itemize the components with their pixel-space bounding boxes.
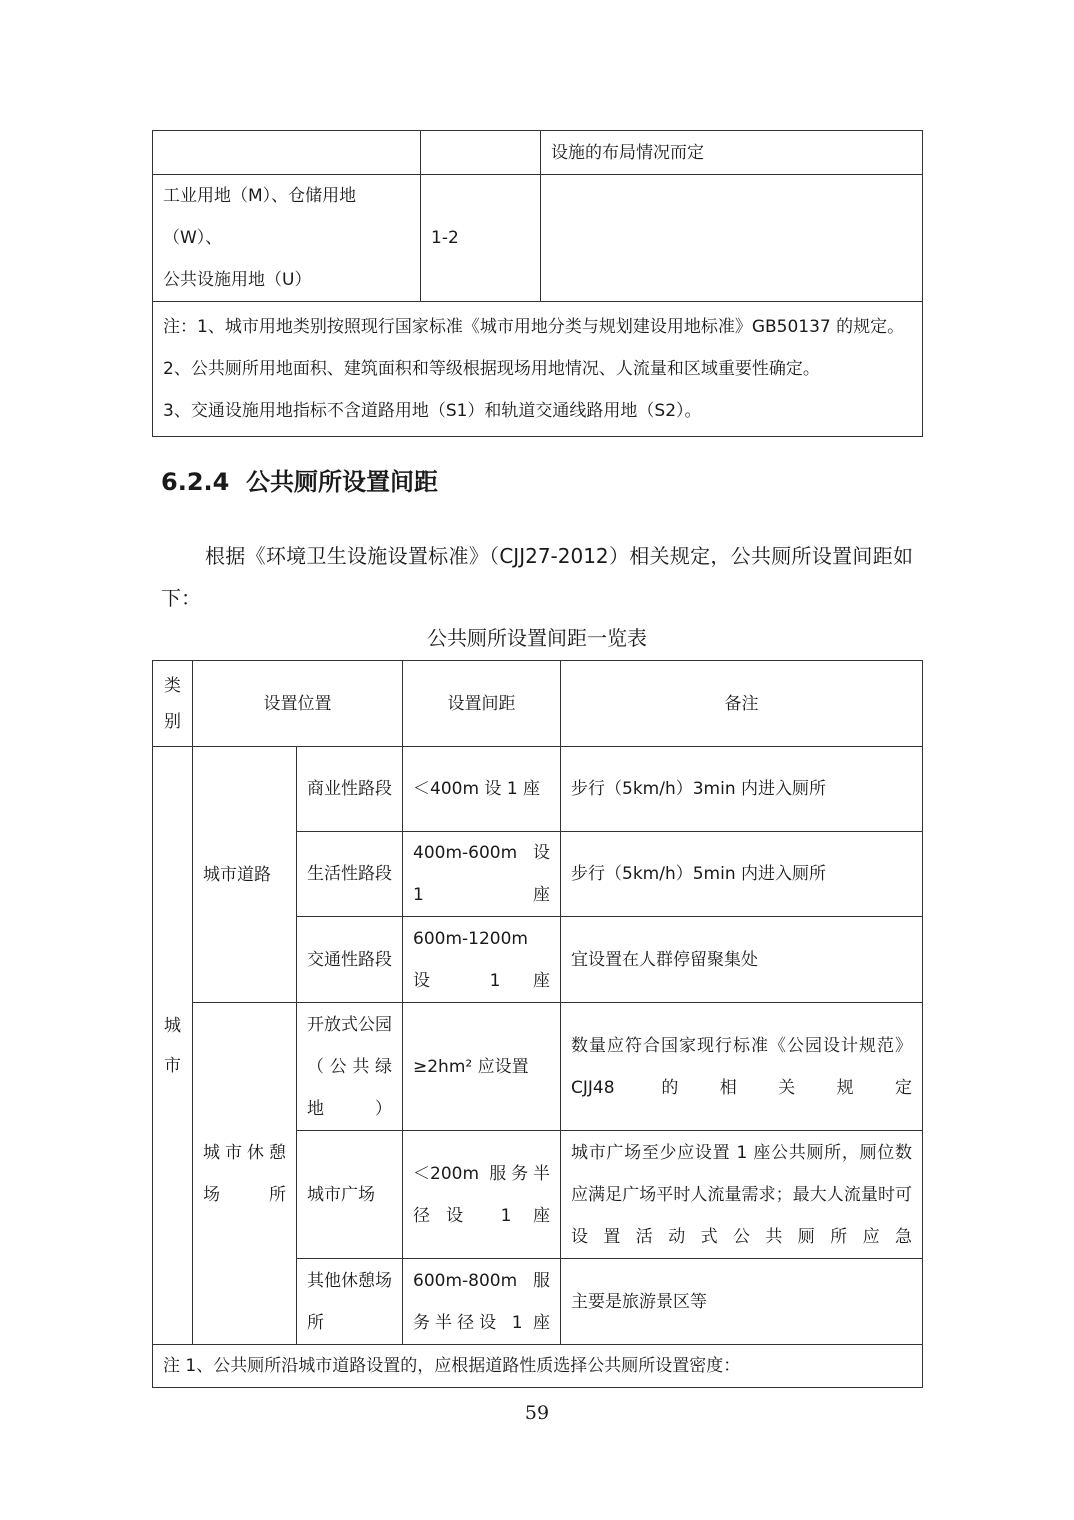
value-cell [421, 131, 541, 175]
sub-location: 其他休憩场所 [297, 1259, 403, 1345]
header-category: 类别 [153, 661, 193, 747]
sub-location: 交通性路段 [297, 917, 403, 1003]
spacing-value: 600m-800m 服务半径设 1 座 [403, 1259, 561, 1345]
sub-location: 城市广场 [297, 1131, 403, 1259]
group-rest-area: 城市休憩场所 [193, 1003, 297, 1345]
remarks-value: 宜设置在人群停留聚集处 [561, 917, 923, 1003]
toilet-spacing-table [152, 660, 923, 1388]
sub-location: 商业性路段 [297, 747, 403, 832]
land-cell [153, 131, 421, 175]
table-title: 公共厕所设置间距一览表 [427, 626, 647, 650]
header-remarks: 备注 [561, 661, 923, 747]
table-note: 注 1、公共厕所沿城市道路设置的，应根据道路性质选择公共厕所设置密度： [153, 1345, 923, 1388]
remarks-value: 步行（5km/h）5min 内进入厕所 [561, 832, 923, 917]
remarks-value: 城市广场至少应设置 1 座公共厕所，厕位数应满足广场平时人流量需求；最大人流量时可设置活动式公共厕所应急 [561, 1131, 923, 1259]
note-cell: 设施的布局情况而定 [541, 131, 923, 175]
value-cell: 1-2 [421, 175, 541, 302]
header-spacing: 设置间距 [403, 661, 561, 747]
page-number: 59 [524, 1402, 550, 1424]
table-row [153, 1003, 923, 1131]
section-heading: 6.2.4 公共厕所设置间距 [161, 468, 439, 496]
spacing-value: 600m-1200m 设 1 座 [403, 917, 561, 1003]
spacing-value: 400m-600m 设 1 座 [403, 832, 561, 917]
land-use-table [152, 130, 923, 437]
spacing-value: ≥2hm² 应设置 [403, 1003, 561, 1131]
note-2: 2、公共厕所用地面积、建筑面积和等级根据现场用地情况、人流量和区域重要性确定。 [163, 359, 820, 379]
remarks-value: 数量应符合国家现行标准《公园设计规范》CJJ48 的相关规定 [561, 1003, 923, 1131]
sub-location: 开放式公园（公共绿地） [297, 1003, 403, 1131]
note-cell [541, 175, 923, 302]
sub-location: 生活性路段 [297, 832, 403, 917]
land-cell [153, 175, 421, 302]
header-location: 设置位置 [193, 661, 403, 747]
note-1: 注：1、城市用地类别按照现行国家标准《城市用地分类与规划建设用地标准》GB50137 的规定。 [163, 317, 905, 337]
spacing-value: ＜200m 服务半径设 1 座 [403, 1131, 561, 1259]
table-notes [153, 302, 923, 437]
remarks-value: 步行（5km/h）3min 内进入厕所 [561, 747, 923, 832]
note-3: 3、交通设施用地指标不含道路用地（S1）和轨道交通线路用地（S2）。 [163, 401, 702, 421]
remarks-value: 主要是旅游景区等 [561, 1259, 923, 1345]
land-line: 工业用地（M）、仓储用地（W）、 [163, 186, 357, 248]
spacing-value: ＜400m 设 1 座 [403, 747, 561, 832]
table-row [153, 747, 923, 832]
header-row [153, 661, 923, 747]
land-line: 公共设施用地（U） [163, 270, 312, 290]
group-road: 城市道路 [193, 747, 297, 1003]
table-row [153, 1345, 923, 1388]
intro-paragraph: 根据《环境卫生设施设置标准》（CJJ27-2012）相关规定，公共厕所设置间距如下： [161, 544, 913, 610]
category-cell: 城市 [153, 747, 193, 1345]
